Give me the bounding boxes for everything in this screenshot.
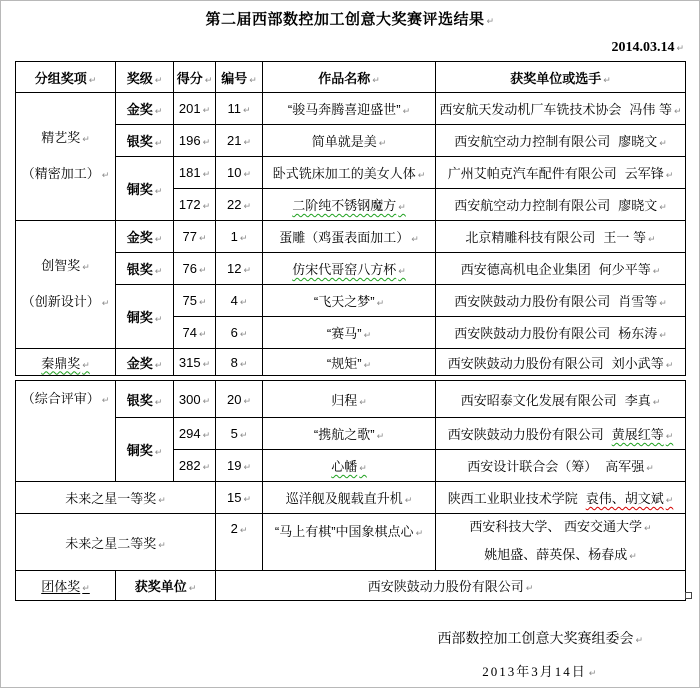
signature-date: 2013年3月14日 ↵ xyxy=(437,661,643,680)
header-winner: 获奖单位或选手 ↵ xyxy=(436,62,686,93)
work-name-cell: 巡洋舰及舰载直升机 ↵ xyxy=(263,482,436,514)
work-name-cell: “规矩” ↵ xyxy=(263,349,436,376)
award-level-cell: 金奖 ↵ xyxy=(116,349,174,376)
winner-cell: 西安陕鼓动力股份有限公司 肖雪等 ↵ xyxy=(436,285,686,317)
entry-no-cell: 12 ↵ xyxy=(216,253,263,285)
score-cell: 75 ↵ xyxy=(174,285,216,317)
winner-cell: 西安航空动力控制有限公司 廖晓文 ↵ xyxy=(436,189,686,221)
award-level-cell: 铜奖 ↵ xyxy=(116,285,174,349)
document-date-top: 2014.03.14 ↵ xyxy=(1,29,699,61)
table-row xyxy=(16,482,686,514)
work-name-cell: “飞天之梦” ↵ xyxy=(263,285,436,317)
signature-block xyxy=(1,628,699,681)
header-entry-no: 编号 ↵ xyxy=(216,62,263,93)
winner-cell: 西安陕鼓动力股份有限公司 黄展红等 ↵ xyxy=(436,418,686,450)
entry-no-cell: 10 ↵ xyxy=(216,157,263,189)
work-name-cell: 蛋雕（鸡蛋表面加工） ↵ xyxy=(263,221,436,253)
score-cell: 77 ↵ xyxy=(174,221,216,253)
entry-no-cell: 22 ↵ xyxy=(216,189,263,221)
entry-no-cell: 21 ↵ xyxy=(216,125,263,157)
table-header-row xyxy=(16,62,686,93)
winner-cell: 西安航空动力控制有限公司 廖晓文 ↵ xyxy=(436,125,686,157)
table-row xyxy=(16,221,686,253)
work-name-cell: 简单就是美 ↵ xyxy=(263,125,436,157)
work-name-cell: “马上有棋”中国象棋点心 ↵ xyxy=(263,514,436,571)
table-row xyxy=(16,253,686,285)
group-cell-zonghepingshen: （综合评审） ↵ xyxy=(16,381,116,482)
score-cell: 74 ↵ xyxy=(174,317,216,349)
awards-table-part1 xyxy=(15,61,686,376)
score-cell: 294 ↵ xyxy=(174,418,216,450)
winner-cell: 北京精雕科技有限公司 王一 等 ↵ xyxy=(436,221,686,253)
table-row xyxy=(16,418,686,450)
table-row xyxy=(16,571,686,601)
winner-cell: 西安陕鼓动力股份有限公司 刘小武等 ↵ xyxy=(436,349,686,376)
table-row xyxy=(16,381,686,418)
group-cell-chuangzhi: 创智奖 ↵ （创新设计） ↵ xyxy=(16,221,116,349)
winner-cell: 广州艾帕克汽车配件有限公司 云军锋 ↵ xyxy=(436,157,686,189)
award-level-cell: 银奖 ↵ xyxy=(116,253,174,285)
header-award-level: 奖级 ↵ xyxy=(116,62,174,93)
score-cell: 300 ↵ xyxy=(174,381,216,418)
winner-cell: 西安科技大学、 西安交通大学 ↵ 姚旭盛、薛英保、杨春成 ↵ xyxy=(436,514,686,571)
work-name-cell: 二阶纯不锈钢魔方 ↵ xyxy=(263,189,436,221)
entry-no-cell: 2 ↵ xyxy=(216,514,263,571)
score-cell: 172 ↵ xyxy=(174,189,216,221)
document-title: 第二届西部数控加工创意大奖赛评选结果 ↵ xyxy=(1,1,699,29)
score-cell: 201 ↵ xyxy=(174,93,216,125)
winning-unit-label-cell: 获奖单位 ↵ xyxy=(116,571,216,601)
winner-cell: 西安陕鼓动力股份有限公司 杨东涛 ↵ xyxy=(436,317,686,349)
header-group: 分组奖项 ↵ xyxy=(16,62,116,93)
winner-cell: 西安昭泰文化发展有限公司 李真 ↵ xyxy=(436,381,686,418)
score-cell: 282 ↵ xyxy=(174,450,216,482)
entry-no-cell: 19 ↵ xyxy=(216,450,263,482)
score-cell: 76 ↵ xyxy=(174,253,216,285)
table-resize-handle[interactable] xyxy=(685,592,692,599)
winner-cell: 陕西工业职业技术学院 袁伟、胡文斌 ↵ xyxy=(436,482,686,514)
winning-unit-value-cell: 西安陕鼓动力股份有限公司 ↵ xyxy=(216,571,686,601)
score-cell: 181 ↵ xyxy=(174,157,216,189)
work-name-cell: “携航之歌” ↵ xyxy=(263,418,436,450)
special-award-cell-star2: 未来之星二等奖 ↵ xyxy=(16,514,216,571)
table-row xyxy=(16,93,686,125)
header-score: 得分 ↵ xyxy=(174,62,216,93)
table-row xyxy=(16,285,686,317)
header-work-name: 作品名称 ↵ xyxy=(263,62,436,93)
table-row xyxy=(16,125,686,157)
work-name-cell: “骏马奔腾喜迎盛世” ↵ xyxy=(263,93,436,125)
work-name-cell: 仿宋代哥窑八方杯 ↵ xyxy=(263,253,436,285)
winner-cell: 西安德高机电企业集团 何少平等 ↵ xyxy=(436,253,686,285)
award-level-cell: 金奖 ↵ xyxy=(116,93,174,125)
group-cell-qinding: 秦鼎奖 ↵ xyxy=(16,349,116,376)
award-level-cell: 银奖 ↵ xyxy=(116,381,174,418)
work-name-cell: “赛马” ↵ xyxy=(263,317,436,349)
award-level-cell: 银奖 ↵ xyxy=(116,125,174,157)
special-award-cell-star1: 未来之星一等奖 ↵ xyxy=(16,482,216,514)
score-cell: 315 ↵ xyxy=(174,349,216,376)
entry-no-cell: 11 ↵ xyxy=(216,93,263,125)
entry-no-cell: 20 ↵ xyxy=(216,381,263,418)
work-name-cell: 心幡 ↵ xyxy=(263,450,436,482)
work-name-cell: 归程 ↵ xyxy=(263,381,436,418)
entry-no-cell: 1 ↵ xyxy=(216,221,263,253)
table-row xyxy=(16,514,686,571)
winner-cell: 西安航天发动机厂车铣技术协会 冯伟 等 ↵ xyxy=(436,93,686,125)
group-cell-jingyi: 精艺奖 ↵ （精密加工） ↵ xyxy=(16,93,116,221)
score-cell: 196 ↵ xyxy=(174,125,216,157)
table-row xyxy=(16,349,686,376)
group-award-cell-team: 团体奖 ↵ xyxy=(16,571,116,601)
award-level-cell: 金奖 ↵ xyxy=(116,221,174,253)
entry-no-cell: 6 ↵ xyxy=(216,317,263,349)
signature-org: 西部数控加工创意大奖赛组委会 ↵ xyxy=(437,628,643,648)
work-name-cell: 卧式铣床加工的美女人体 ↵ xyxy=(263,157,436,189)
entry-no-cell: 8 ↵ xyxy=(216,349,263,376)
entry-no-cell: 15 ↵ xyxy=(216,482,263,514)
award-level-cell: 铜奖 ↵ xyxy=(116,157,174,221)
award-level-cell: 铜奖 ↵ xyxy=(116,418,174,482)
awards-table-part2 xyxy=(15,380,686,601)
entry-no-cell: 5 ↵ xyxy=(216,418,263,450)
winner-cell: 西安设计联合会（筹） 高军强 ↵ xyxy=(436,450,686,482)
table-row xyxy=(16,157,686,189)
entry-no-cell: 4 ↵ xyxy=(216,285,263,317)
